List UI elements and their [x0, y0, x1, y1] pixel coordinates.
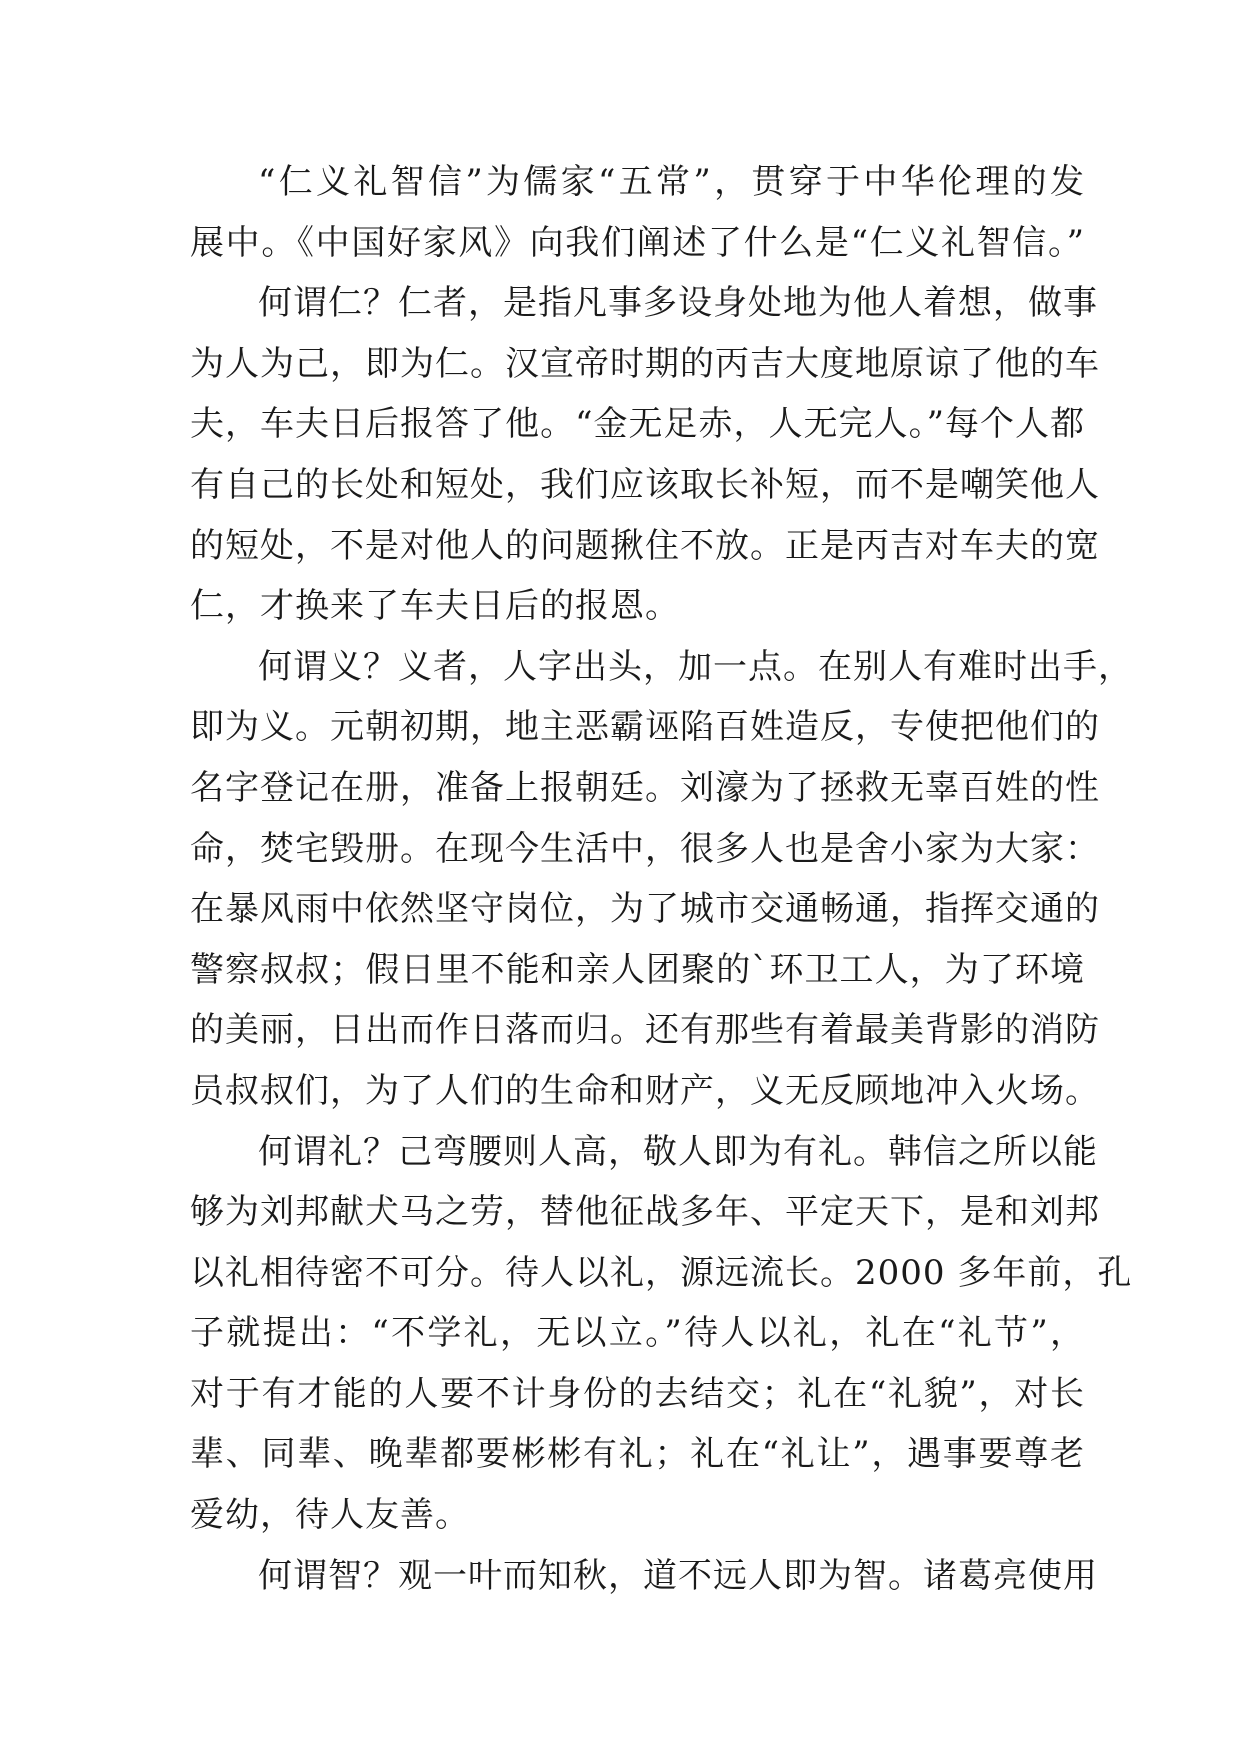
text-line: 命，焚宅毁册。在现今生活中，很多人也是舍小家为大家：	[190, 828, 1100, 869]
text-line: 夫，车夫日后报答了他。“金无足赤，人无完人。”每个人都	[190, 404, 1085, 445]
text-line: 对于有才能的人要不计身份的去结交；礼在“礼貌”，对长	[190, 1373, 1085, 1414]
text-line: 子就提出：“不学礼，无以立。”待人以礼，礼在“礼节”，	[190, 1313, 1085, 1354]
text-line: 何谓义？义者，人字出头，加一点。在别人有难时出手，	[258, 646, 1133, 687]
text-line: 何谓礼？己弯腰则人高，敬人即为有礼。韩信之所以能	[258, 1131, 1098, 1172]
text-line: 即为义。元朝初期，地主恶霸诬陷百姓造反，专使把他们的	[190, 707, 1100, 748]
text-line: 有自己的长处和短处，我们应该取长补短，而不是嘲笑他人	[190, 464, 1100, 505]
text-line: 在暴风雨中依然坚守岗位，为了城市交通畅通，指挥交通的	[190, 889, 1100, 930]
text-line: 名字登记在册，准备上报朝廷。刘濠为了拯救无辜百姓的性	[190, 767, 1100, 808]
text-line: 的短处，不是对他人的问题揪住不放。正是丙吉对车夫的宽	[190, 525, 1100, 566]
text-line: 爱幼，待人友善。	[190, 1495, 470, 1536]
text-line: 员叔叔们，为了人们的生命和财产，义无反顾地冲入火场。	[190, 1070, 1100, 1111]
text-line: 仁，才换来了车夫日后的报恩。	[190, 586, 680, 627]
text-line: 辈、同辈、晚辈都要彬彬有礼；礼在“礼让”，遇事要尊老	[190, 1434, 1085, 1475]
text-line: 展中。《中国好家风》向我们阐述了什么是“仁义礼智信。”	[190, 222, 1085, 263]
text-line: 何谓仁？仁者，是指凡事多设身处地为他人着想，做事	[258, 283, 1098, 324]
text-line: 何谓智？观一叶而知秋，道不远人即为智。诸葛亮使用	[258, 1555, 1098, 1596]
text-line: 的美丽，日出而作日落而归。还有那些有着最美背影的消防	[190, 1010, 1100, 1051]
text-line: 够为刘邦献犬马之劳，替他征战多年、平定天下，是和刘邦	[190, 1192, 1100, 1233]
text-line: 警察叔叔；假日里不能和亲人团聚的`环卫工人，为了环境	[190, 949, 1085, 990]
text-line: 以礼相待密不可分。待人以礼，源远流长。2000 多年前，孔	[190, 1252, 1133, 1293]
document-body	[190, 152, 1133, 1606]
text-line: “仁义礼智信”为儒家“五常”，贯穿于中华伦理的发	[258, 162, 1085, 202]
text-line: 为人为己，即为仁。汉宣帝时期的丙吉大度地原谅了他的车	[190, 343, 1100, 384]
